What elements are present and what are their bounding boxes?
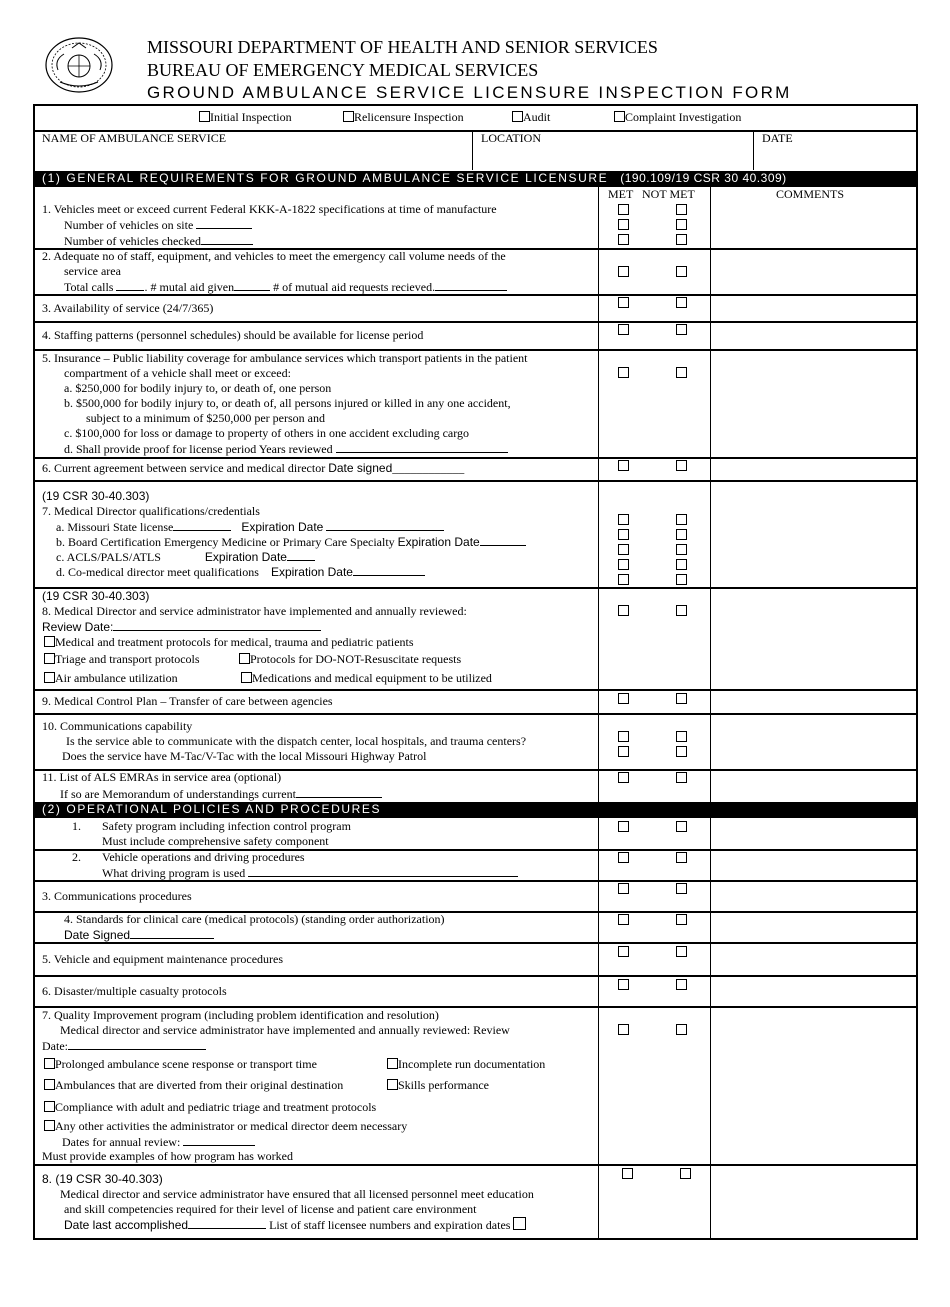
met-checkbox[interactable] xyxy=(618,234,629,245)
col-comments: COMMENTS xyxy=(776,187,845,201)
clinical-date-signed-field[interactable]: Date Signed xyxy=(64,927,214,943)
s2-item-8-text: 8. (19 CSR 30-40.303) xyxy=(42,1172,163,1186)
not-met-checkbox[interactable] xyxy=(676,460,687,471)
mou-current-field[interactable]: If so are Memorandum of understandings current xyxy=(60,786,382,802)
item-2-text: 2. Adequate no of staff, equipment, and vehicles to meet the emergency call volume needs of the xyxy=(42,249,506,263)
met-checkbox[interactable] xyxy=(618,914,629,925)
not-met-checkbox[interactable] xyxy=(676,529,687,540)
met-checkbox[interactable] xyxy=(618,514,629,525)
met-checkbox[interactable] xyxy=(618,559,629,570)
vehicles-on-site-field[interactable]: Number of vehicles on site xyxy=(64,217,252,233)
not-met-checkbox[interactable] xyxy=(676,544,687,555)
years-reviewed-field[interactable]: d. Shall provide proof for license period Years reviewed xyxy=(64,441,508,457)
met-checkbox[interactable] xyxy=(618,204,629,215)
driving-program-field[interactable]: What driving program is used xyxy=(102,865,518,881)
item-10-text: 10. Communications capability xyxy=(42,719,193,733)
not-met-checkbox[interactable] xyxy=(676,559,687,570)
met-checkbox[interactable] xyxy=(618,883,629,894)
seal-icon xyxy=(44,36,114,94)
not-met-checkbox[interactable] xyxy=(676,883,687,894)
not-met-checkbox[interactable] xyxy=(676,204,687,215)
s2-item-6-text: 6. Disaster/multiple casualty protocols xyxy=(42,984,227,998)
item-1-text: 1. Vehicles meet or exceed current Federal KKK-A-1822 specifications at time of manufacture xyxy=(42,202,497,216)
staff-list-checkbox[interactable] xyxy=(513,1217,526,1230)
not-met-checkbox[interactable] xyxy=(676,979,687,990)
agency-name: MISSOURI DEPARTMENT OF HEALTH AND SENIOR SERVICES xyxy=(147,37,658,57)
not-met-checkbox[interactable] xyxy=(676,693,687,704)
call-volume-fields[interactable]: Total calls . # mutal aid given # of mutual aid requests recieved. xyxy=(64,279,507,295)
s2-item-5-text: 5. Vehicle and equipment maintenance procedures xyxy=(42,952,284,966)
option-audit[interactable]: Audit xyxy=(512,110,550,125)
checkbox[interactable] xyxy=(512,111,523,122)
not-met-checkbox[interactable] xyxy=(676,514,687,525)
not-met-checkbox[interactable] xyxy=(676,297,687,308)
item-6-text: 6. Current agreement between service and medical director Date signed____________ xyxy=(42,461,465,475)
met-checkbox[interactable] xyxy=(618,529,629,540)
met-checkbox[interactable] xyxy=(618,746,629,757)
s2-item-1-text: Safety program including infection control program xyxy=(102,819,351,833)
check-triage-compliance[interactable]: Compliance with adult and pediatric triage and treatment protocols xyxy=(44,1100,376,1115)
check-medications[interactable]: Medications and medical equipment to be utilized xyxy=(241,671,492,686)
check-medical-protocols[interactable]: Medical and treatment protocols for medical, trauma and pediatric patients xyxy=(44,635,414,650)
qi-review-date-field[interactable]: Date: xyxy=(42,1038,206,1054)
not-met-checkbox[interactable] xyxy=(676,914,687,925)
not-met-checkbox[interactable] xyxy=(676,219,687,230)
option-relicensure-inspection[interactable]: Relicensure Inspection xyxy=(343,110,464,125)
check-other-activities[interactable]: Any other activities the administrator or medical director deem necessary xyxy=(44,1119,407,1134)
option-initial-inspection[interactable]: Initial Inspection xyxy=(199,110,292,125)
not-met-checkbox[interactable] xyxy=(676,731,687,742)
review-date-field[interactable]: Review Date: xyxy=(42,619,321,635)
met-checkbox[interactable] xyxy=(618,297,629,308)
not-met-checkbox[interactable] xyxy=(676,574,687,585)
item-5-text: 5. Insurance – Public liability coverage for ambulance services which transport patients in the patient xyxy=(42,351,528,365)
service-name-field[interactable]: NAME OF AMBULANCE SERVICE xyxy=(42,131,227,145)
section2-header: (2) OPERATIONAL POLICIES AND PROCEDURES xyxy=(34,802,918,818)
met-checkbox[interactable] xyxy=(618,605,629,616)
s2-item-4-text: 4. Standards for clinical care (medical protocols) (standing order authorization) xyxy=(64,912,445,926)
not-met-checkbox[interactable] xyxy=(676,852,687,863)
item-8-text: 8. Medical Director and service administrator have implemented and annually reviewed: xyxy=(42,604,467,618)
annual-review-dates-field[interactable]: Dates for annual review: xyxy=(62,1134,255,1150)
not-met-checkbox[interactable] xyxy=(676,746,687,757)
not-met-checkbox[interactable] xyxy=(676,266,687,277)
check-skills-performance[interactable]: Skills performance xyxy=(387,1078,489,1093)
license-expiration-field[interactable] xyxy=(326,519,444,531)
not-met-checkbox[interactable] xyxy=(676,772,687,783)
checkbox[interactable] xyxy=(343,111,354,122)
check-dnr-protocols[interactable]: Protocols for DO-NOT-Resuscitate requests xyxy=(239,652,461,667)
not-met-checkbox[interactable] xyxy=(676,605,687,616)
met-checkbox[interactable] xyxy=(618,852,629,863)
check-diverted-ambulances[interactable]: Ambulances that are diverted from their original destination xyxy=(44,1078,343,1093)
not-met-checkbox[interactable] xyxy=(680,1168,691,1179)
met-checkbox[interactable] xyxy=(618,1024,629,1035)
met-checkbox[interactable] xyxy=(618,693,629,704)
option-complaint-investigation[interactable]: Complaint Investigation xyxy=(614,110,741,125)
checkbox[interactable] xyxy=(199,111,210,122)
bureau-name: BUREAU OF EMERGENCY MEDICAL SERVICES xyxy=(147,60,539,80)
not-met-checkbox[interactable] xyxy=(676,821,687,832)
met-checkbox[interactable] xyxy=(618,979,629,990)
met-checkbox[interactable] xyxy=(618,266,629,277)
met-checkbox[interactable] xyxy=(622,1168,633,1179)
date-signed-field[interactable]: ____________ xyxy=(392,461,465,475)
item-11-text: 11. List of ALS EMRAs in service area (optional) xyxy=(42,770,282,784)
col-not-met: NOT MET xyxy=(642,187,695,201)
date-field[interactable]: DATE xyxy=(762,131,793,145)
item-9-text: 9. Medical Control Plan – Transfer of care between agencies xyxy=(42,694,333,708)
checkbox[interactable] xyxy=(614,111,625,122)
not-met-checkbox[interactable] xyxy=(676,234,687,245)
acls-expiration-field[interactable] xyxy=(287,549,315,561)
section1-header: (1) GENERAL REQUIREMENTS FOR GROUND AMBULANCE SERVICE LICENSURE (190.109/19 CSR 30 40.309) xyxy=(34,171,918,187)
met-checkbox[interactable] xyxy=(618,772,629,783)
form-title: GROUND AMBULANCE SERVICE LICENSURE INSPECTION FORM xyxy=(147,83,792,102)
co-director-expiration-field[interactable] xyxy=(353,564,425,576)
met-checkbox[interactable] xyxy=(618,544,629,555)
met-checkbox[interactable] xyxy=(618,574,629,585)
met-checkbox[interactable] xyxy=(618,946,629,957)
met-checkbox[interactable] xyxy=(618,219,629,230)
met-checkbox[interactable] xyxy=(618,460,629,471)
check-incomplete-documentation[interactable]: Incomplete run documentation xyxy=(387,1057,545,1072)
met-checkbox[interactable] xyxy=(618,731,629,742)
not-met-checkbox[interactable] xyxy=(676,367,687,378)
item-7-text: 7. Medical Director qualifications/credentials xyxy=(42,504,260,518)
check-triage-protocols[interactable]: Triage and transport protocols xyxy=(44,652,200,667)
state-seal xyxy=(44,36,114,94)
board-expiration-field[interactable] xyxy=(480,534,526,546)
item-3-text: 3. Availability of service (24/7/365) xyxy=(42,301,214,315)
col-met: MET xyxy=(608,187,634,201)
s2-item-2-text: Vehicle operations and driving procedures xyxy=(102,850,305,864)
met-checkbox[interactable] xyxy=(618,324,629,335)
met-checkbox[interactable] xyxy=(618,367,629,378)
s2-item-3-text: 3. Communications procedures xyxy=(42,889,192,903)
check-prolonged-response[interactable]: Prolonged ambulance scene response or transport time xyxy=(44,1057,317,1072)
vehicles-checked-field[interactable]: Number of vehicles checked xyxy=(64,233,253,249)
date-last-accomplished-field[interactable]: Date last accomplished List of staff licensee numbers and expiration dates xyxy=(64,1217,526,1233)
location-field[interactable]: LOCATION xyxy=(481,131,541,145)
not-met-checkbox[interactable] xyxy=(676,324,687,335)
s2-item-7-text: 7. Quality Improvement program (including problem identification and resolution) xyxy=(42,1008,439,1022)
not-met-checkbox[interactable] xyxy=(676,946,687,957)
check-air-ambulance[interactable]: Air ambulance utilization xyxy=(44,671,178,686)
item-4-text: 4. Staffing patterns (personnel schedules) should be available for license period xyxy=(42,328,424,342)
not-met-checkbox[interactable] xyxy=(676,1024,687,1035)
met-checkbox[interactable] xyxy=(618,821,629,832)
